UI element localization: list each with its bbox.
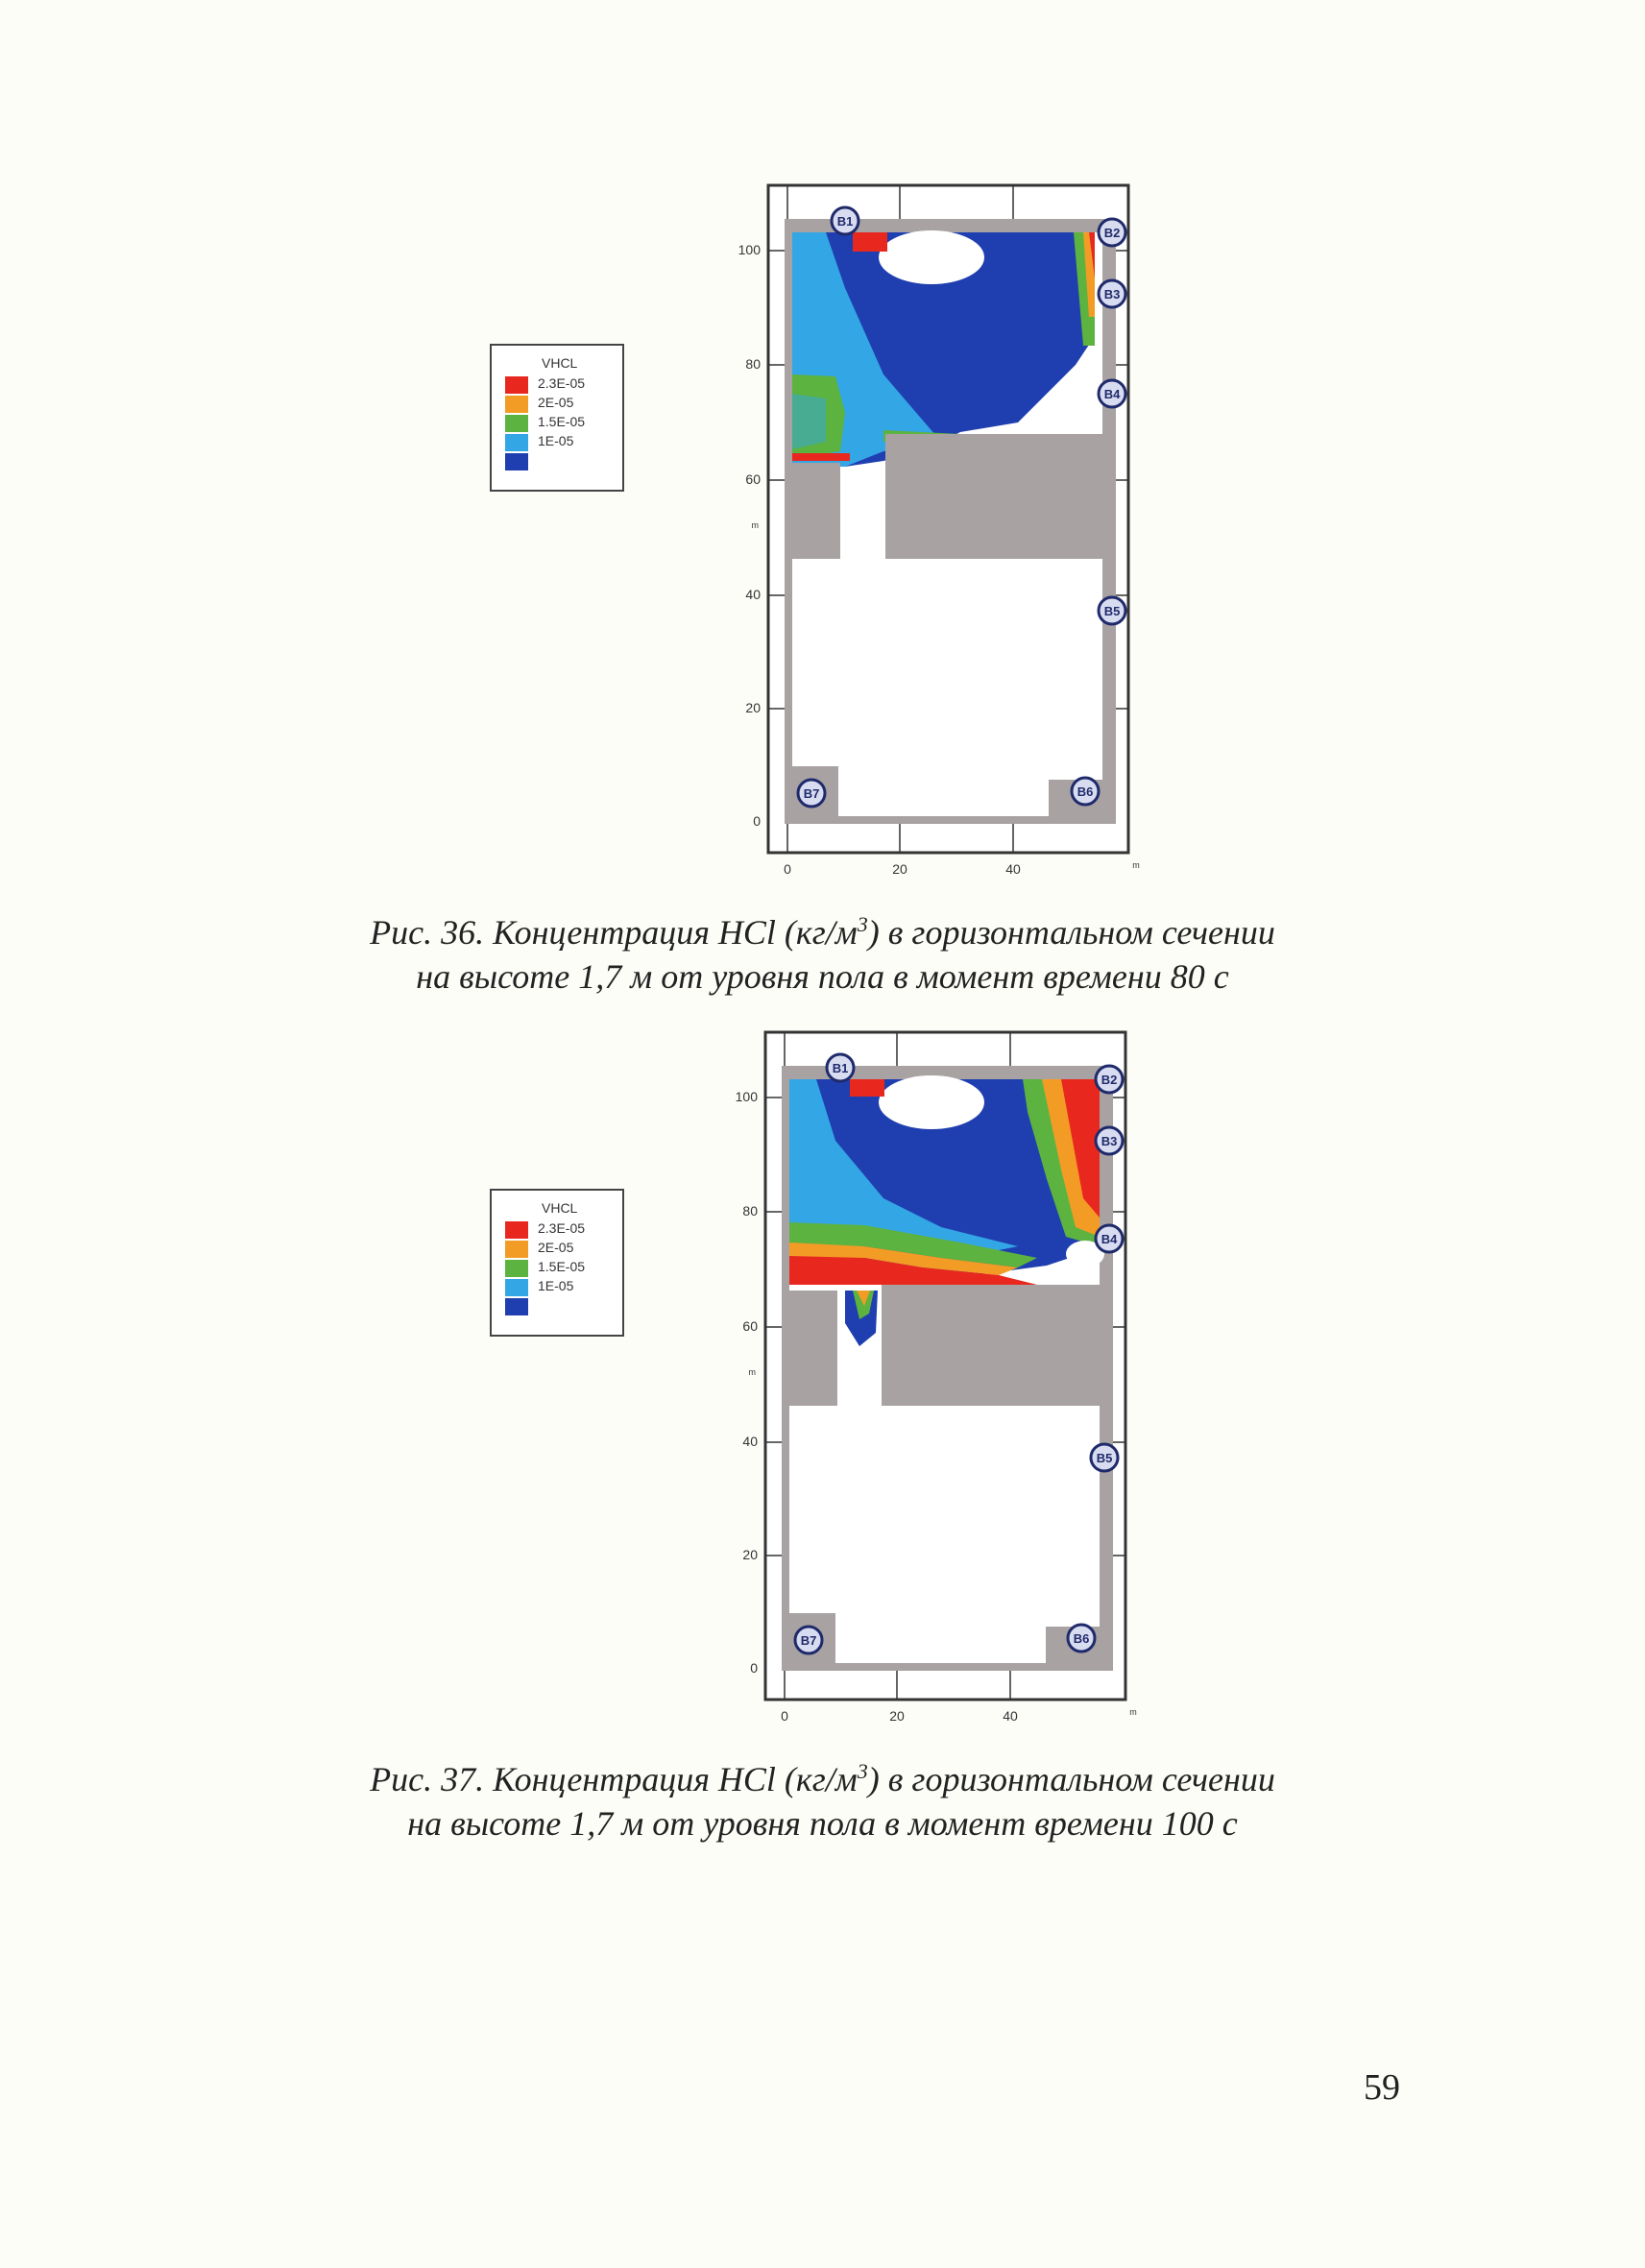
x-tick-label: 40	[1003, 1708, 1018, 1724]
figure-37	[0, 1006, 1645, 1774]
y-tick-label: 40	[742, 1434, 758, 1449]
svg-text:B1: B1	[832, 1061, 849, 1075]
marker-b5	[1099, 597, 1125, 624]
svg-text:B3: B3	[1101, 1134, 1118, 1148]
x-tick-label: 20	[892, 861, 907, 877]
svg-text:B6: B6	[1073, 1631, 1090, 1646]
y-tick-label: 60	[745, 471, 761, 487]
legend-title: VHCL	[542, 1200, 578, 1216]
marker-b6	[1068, 1625, 1095, 1652]
x-axis-unit: m	[1132, 860, 1140, 870]
y-tick-label: 20	[742, 1547, 758, 1562]
y-tick-label: 100	[738, 242, 761, 257]
svg-text:B4: B4	[1103, 387, 1121, 401]
figure-36	[0, 163, 1645, 931]
x-tick-label: 20	[889, 1708, 905, 1724]
marker-b7	[798, 780, 825, 807]
y-tick-label: 40	[745, 587, 761, 602]
y-tick-label: 60	[742, 1318, 758, 1334]
x-tick-label: 0	[784, 861, 791, 877]
contour-plot	[0, 1006, 1645, 1736]
y-axis-unit: m	[751, 520, 759, 530]
figure-caption	[192, 1749, 1453, 1846]
caption-line-2: на высоте 1,7 м от уровня пола в момент времени 80 с	[416, 957, 1229, 996]
contour-plot	[0, 163, 1645, 893]
svg-text:B3: B3	[1103, 287, 1121, 302]
svg-text:B1: B1	[836, 214, 854, 229]
page-number: 59	[1364, 2067, 1400, 2108]
x-tick-label: 40	[1005, 861, 1021, 877]
svg-text:B5: B5	[1096, 1451, 1113, 1465]
svg-text:B2: B2	[1103, 226, 1121, 240]
x-axis-unit: m	[1129, 1707, 1137, 1717]
svg-text:B7: B7	[800, 1633, 817, 1648]
color-legend: VHCL 2.3E-05 2E-05 1.5E-05 1E-05	[490, 1189, 624, 1337]
y-tick-label: 80	[742, 1203, 758, 1218]
svg-text:B4: B4	[1101, 1232, 1118, 1246]
svg-text:B5: B5	[1103, 604, 1121, 618]
marker-b3	[1096, 1127, 1123, 1154]
figure-caption	[192, 903, 1453, 999]
caption-line-2: на высоте 1,7 м от уровня пола в момент времени 100 с	[407, 1804, 1238, 1843]
marker-b7	[795, 1627, 822, 1653]
color-legend: VHCL 2.3E-05 2E-05 1.5E-05 1E-05	[490, 344, 624, 492]
caption-line-1: Рис. 36. Концентрация HCl $(кг/м^3)$ в горизонтальном сечении	[370, 912, 1275, 952]
legend-title: VHCL	[542, 355, 578, 371]
marker-b3	[1099, 280, 1125, 307]
y-tick-label: 80	[745, 356, 761, 372]
marker-b2	[1096, 1066, 1123, 1093]
y-tick-label: 0	[753, 813, 761, 829]
marker-b1	[832, 207, 859, 234]
y-axis-unit: m	[748, 1367, 756, 1377]
marker-b4	[1099, 380, 1125, 407]
x-tick-label: 0	[781, 1708, 788, 1724]
caption-line-1: Рис. 37. Концентрация HCl $(кг/м^3)$ в горизонтальном сечении	[370, 1759, 1275, 1798]
y-tick-label: 100	[735, 1089, 758, 1104]
marker-b6	[1072, 778, 1099, 805]
svg-text:B7: B7	[803, 786, 820, 801]
y-tick-label: 20	[745, 700, 761, 715]
y-tick-label: 0	[750, 1660, 758, 1676]
svg-text:B2: B2	[1101, 1073, 1118, 1087]
marker-b4	[1096, 1225, 1123, 1252]
svg-text:B6: B6	[1077, 784, 1094, 799]
marker-b5	[1091, 1444, 1118, 1471]
marker-b1	[827, 1054, 854, 1081]
marker-b2	[1099, 219, 1125, 246]
